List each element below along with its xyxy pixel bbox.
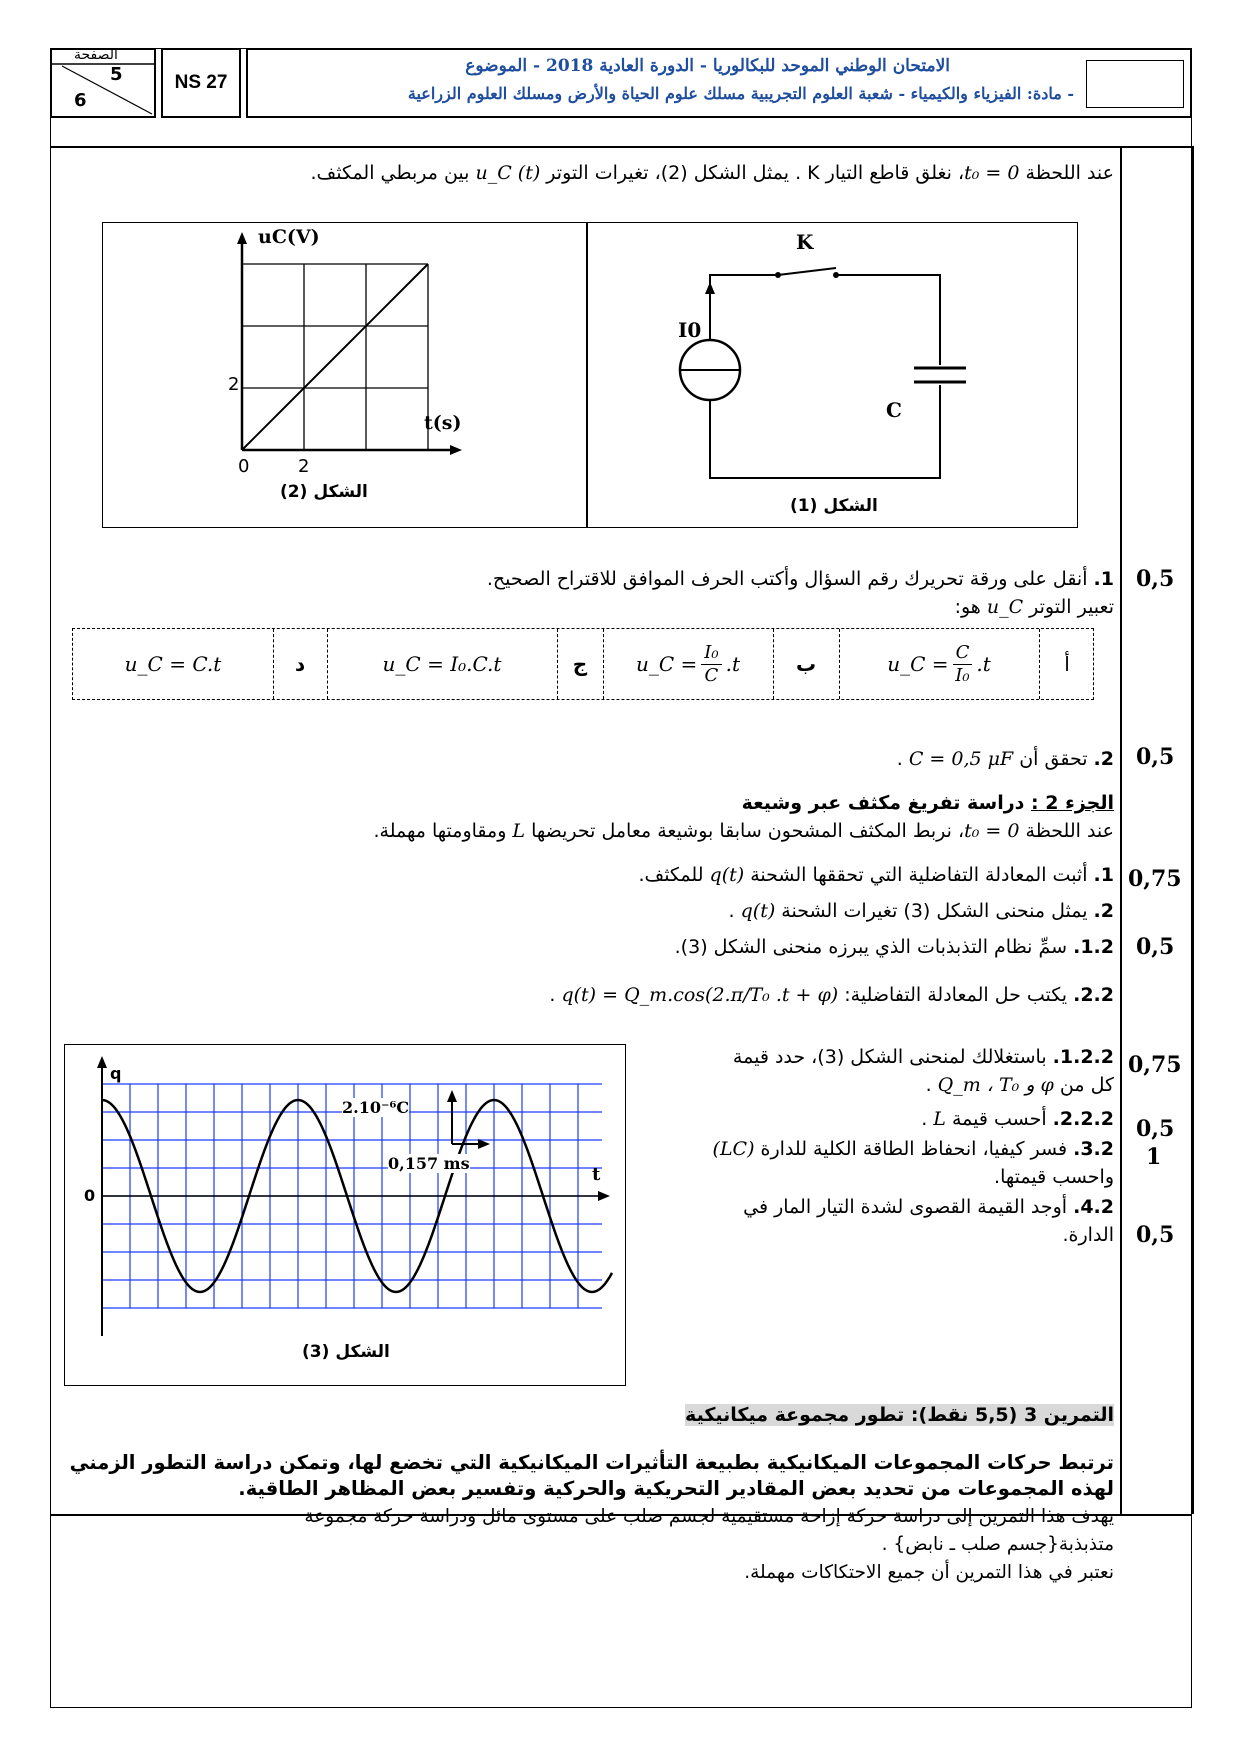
content-top-rule [50, 146, 1192, 148]
figure-2-ytick: 2 [228, 374, 240, 395]
figure-2-x-arrow [450, 445, 462, 455]
p2-q1-end: للمكثف. [638, 864, 710, 886]
intro-part3: بين مربطي المكثف. [310, 162, 476, 184]
p2-q12-statement: سمِّ نظام التذبذبات الذي يبرزه منحنى الشكل (3). [674, 936, 1074, 958]
figure-2-y-arrow [237, 232, 247, 244]
page-total: 6 [74, 90, 87, 111]
score-column-divider [1120, 146, 1122, 1514]
option-d-expr: u_C = C.t [124, 652, 222, 676]
q32-number: 3.2. [1073, 1138, 1114, 1160]
figure-2-xtick: 2 [298, 456, 310, 477]
option-b-tail: .t [725, 652, 741, 676]
figure-3-xlabel: t [592, 1164, 601, 1185]
figure-2-line [242, 264, 428, 450]
option-b-expr [603, 629, 773, 699]
figure-2-caption: الشكل (2) [280, 482, 368, 502]
option-d-letter: د [294, 652, 306, 676]
q1-sub-a: تعبير التوتر [1023, 596, 1114, 618]
figure-1-circuit [660, 230, 1000, 520]
q221-b: كل من [1053, 1074, 1114, 1096]
p2-q22-math: q(t) = Q_m.cos(2.π/T₀ .t + φ) [561, 984, 839, 1006]
source-label: I0 [678, 318, 702, 342]
q1-score: 0,5 [1136, 566, 1175, 592]
p2-q1-math: q(t) [709, 864, 745, 886]
ex3-line5: نعتبر في هذا التمرين أن جميع الاحتكاكات مهملة. [744, 1562, 1114, 1583]
q1-sub-math: u_C [986, 596, 1024, 618]
part2-intro-t0: t₀ = 0 [964, 820, 1020, 842]
part2-title-a: الجزء 2 : [1031, 792, 1114, 814]
option-b-lhs: u_C = [635, 652, 698, 676]
option-b-den: C [704, 664, 719, 686]
q222-end: . [921, 1108, 934, 1130]
part2-title [742, 790, 1114, 816]
part2-intro-c: ومقاومتها مهملة. [373, 820, 513, 842]
option-a-den: I₀ [955, 664, 970, 686]
q222-text [921, 1106, 1114, 1132]
q221-end: . [925, 1074, 938, 1096]
q42-b: الدارة. [1062, 1224, 1114, 1246]
page-number: 5 [110, 64, 123, 85]
part2-intro-a: عند اللحظة [1019, 820, 1114, 842]
q32-text [713, 1136, 1114, 1162]
ex3-title-text: التمرين 3 (5,5 نقط): تطور مجموعة ميكانيكية [685, 1404, 1114, 1426]
options-table [72, 628, 1094, 700]
q1-number: 1. [1093, 568, 1114, 590]
p2-q22-statement: يكتب حل المعادلة التفاضلية: [838, 984, 1074, 1006]
q1-text [487, 566, 1114, 592]
part2-intro [374, 818, 1114, 844]
q1-sub-b: هو: [954, 596, 987, 618]
q42-statement: أوجد القيمة القصوى لشدة التيار المار في [743, 1196, 1074, 1218]
q2-end: . [896, 748, 909, 770]
q42-score: 0,5 [1136, 1222, 1175, 1248]
p2-q1-number: 1. [1093, 864, 1114, 886]
q221-math: Q_m ، T₀ و φ [937, 1074, 1054, 1096]
q1-subtext [955, 594, 1114, 620]
option-a-lhs: u_C = [887, 652, 949, 676]
q32-text-b [994, 1164, 1114, 1190]
figure-1-caption: الشكل (1) [790, 496, 878, 516]
q2-math: C = 0,5 μF [908, 748, 1014, 770]
p2-q1-score: 0,75 [1128, 866, 1182, 892]
q42-number: 4.2. [1073, 1196, 1114, 1218]
switch-k [778, 268, 836, 275]
q32-b: واحسب قيمتها. [994, 1166, 1114, 1188]
p2-q1-text [638, 862, 1114, 888]
q222-number: 2.2.2. [1052, 1108, 1114, 1130]
p2-q2-end: . [728, 900, 741, 922]
option-a-expr [839, 629, 1039, 699]
q222-score: 0,5 [1136, 1116, 1175, 1142]
p2-q22-text [549, 982, 1114, 1008]
q32-statement: فسر كيفيا، انحفاظ الطاقة الكلية للدارة [754, 1138, 1074, 1160]
q222-math: L [933, 1108, 946, 1130]
content-right-inner [1192, 146, 1194, 1514]
charge-scale-label: 2.10⁻⁶C [342, 1098, 410, 1117]
option-a-num: C [953, 642, 973, 665]
part2-title-b: دراسة تفريغ مكثف عبر وشيعة [741, 792, 1032, 814]
intro-uc: u_C (t) [475, 162, 541, 184]
option-a-fraction [953, 642, 973, 687]
q2-statement: تحقق أن [1013, 748, 1094, 770]
figure-2-ylabel: uC(V) [258, 226, 320, 248]
q32-math: (LC) [712, 1138, 755, 1160]
ex3-bold-line1: ترتبط حركات المجموعات الميكانيكية بطبيعة التأثيرات الميكانيكية التي تخضع لها، وتمكن دراسة التطور الزمني [69, 1451, 1114, 1474]
q32-score: 1 [1146, 1144, 1162, 1170]
figure-3-ylabel: q [110, 1064, 122, 1083]
p2-q12-text [675, 934, 1114, 960]
figure-3-graph [64, 1044, 626, 1386]
option-a-tail: .t [976, 652, 991, 676]
q2-text [897, 746, 1114, 772]
ex3-title [685, 1402, 1114, 1428]
option-c-expr: u_C = I₀.C.t [382, 652, 502, 676]
capacitor-label: C [886, 398, 902, 422]
figure-3-origin: 0 [84, 1186, 96, 1205]
q2-score: 0,5 [1136, 744, 1175, 770]
option-b-letter: ب [795, 652, 817, 676]
p2-q2-text [729, 898, 1114, 924]
intro-t0: t₀ = 0 [964, 162, 1020, 184]
intro-part1: عند اللحظة [1019, 162, 1114, 184]
ex3-line3: يهدف هذا التمرين إلى دراسة حركة إزاحة مستقيمية لجسم صلب على مستوى مائل ودراسة حركة مجموعة [304, 1506, 1114, 1527]
option-a-letter: أ [1064, 652, 1070, 676]
p2-q1-statement: أثبت المعادلة التفاضلية التي تحققها الشحنة [744, 864, 1094, 886]
q222-statement: أحسب قيمة [945, 1108, 1053, 1130]
p2-q12-score: 0,5 [1136, 934, 1175, 960]
time-scale-label: 0,157 ms [388, 1154, 470, 1173]
q221-text-b [926, 1072, 1114, 1098]
exam-title-line1: الامتحان الوطني الموحد للبكالوريا - الدورة العادية 2018 - الموضوع [465, 56, 950, 76]
option-b-fraction [701, 642, 721, 687]
q221-statement: باستغلالك لمنحنى الشكل (3)، حدد قيمة [732, 1046, 1053, 1068]
intro-part2: ، نغلق قاطع التيار K . يمثل الشكل (2)، تغيرات التوتر [540, 162, 965, 184]
q221-number: 1.2.2. [1052, 1046, 1114, 1068]
p2-q2-number: 2. [1093, 900, 1114, 922]
q221-text [733, 1044, 1114, 1070]
page-label: الصفحة [74, 47, 118, 63]
exam-title-line2: - مادة: الفيزياء والكيمياء - شعبة العلوم التجريبية مسلك علوم الحياة والأرض ومسلك العلوم الزراعية [407, 84, 1074, 103]
q221-score: 0,75 [1128, 1052, 1182, 1078]
q42-text [743, 1194, 1114, 1220]
q42-text-b [1063, 1222, 1115, 1248]
p2-q12-number: 1.2. [1073, 936, 1114, 958]
intro-text [311, 160, 1114, 186]
q1-statement: أنقل على ورقة تحريرك رقم السؤال وأكتب الحرف الموافق للاقتراح الصحيح. [486, 568, 1094, 590]
ex3-bold-line2: لهذه المجموعات من تحديد بعض المقادير التحريكية والحركية وتفسير بعض المظاهر الطاقية. [238, 1477, 1114, 1500]
part2-intro-b: ، نربط المكثف المشحون سابقا بوشيعة معامل تحريضها [525, 820, 965, 842]
figure-2-xlabel: t(s) [424, 412, 462, 434]
p2-q2-statement: يمثل منحنى الشكل (3) تغيرات الشحنة [775, 900, 1094, 922]
p2-q2-math: q(t) [740, 900, 776, 922]
q2-number: 2. [1093, 748, 1114, 770]
ex3-line4: متذبذبة{جسم صلب ـ نابض} . [881, 1534, 1114, 1555]
circuit-wires [710, 275, 778, 320]
part2-intro-L: L [512, 820, 526, 842]
figures-divider [586, 222, 588, 528]
p2-q22-number: 2.2. [1073, 984, 1114, 1006]
p2-q22-end: . [549, 984, 562, 1006]
switch-label: K [796, 230, 814, 254]
option-c-letter: ج [572, 652, 588, 676]
exam-code: NS 27 [174, 72, 228, 93]
figure-2-xtick0: 0 [238, 456, 250, 477]
option-b-num: I₀ [701, 642, 721, 665]
figure-3-caption: الشكل (3) [302, 1342, 390, 1362]
